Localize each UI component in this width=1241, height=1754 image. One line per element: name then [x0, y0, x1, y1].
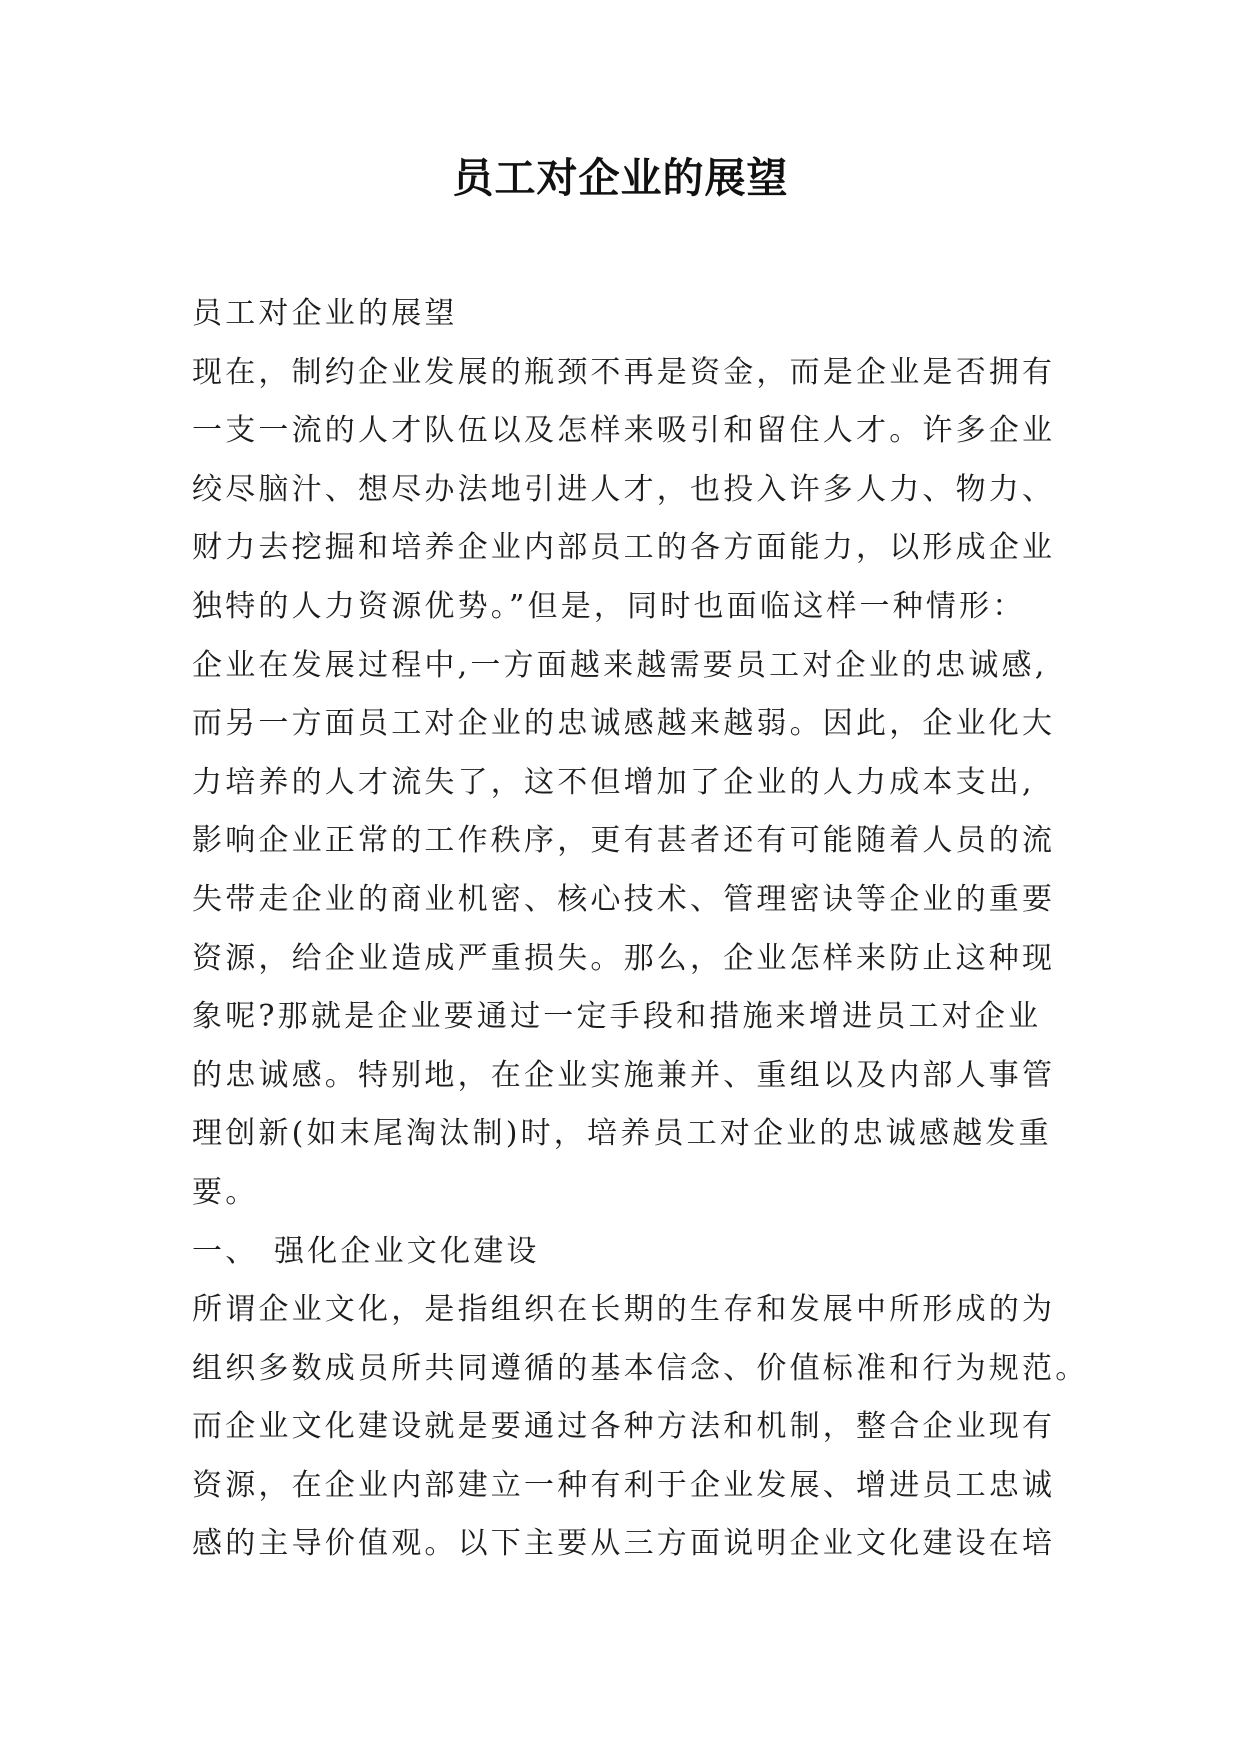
document-title: 员工对企业的展望 — [452, 154, 789, 202]
paragraph-line: 资源，在企业内部建立一种有利于企业发展、增进员工忠诚 — [192, 1467, 1056, 1503]
paragraph-line: 组织多数成员所共同遵循的基本信念、价值标准和行为规范。 — [192, 1350, 1089, 1386]
paragraph-line: 理创新(如末尾淘汰制)时，培养员工对企业的忠诚感越发重 — [192, 1116, 1052, 1152]
paragraph-line: 的忠诚感。特别地，在企业实施兼并、重组以及内部人事管 — [192, 1057, 1056, 1093]
paragraph-line: 要。 — [192, 1174, 259, 1210]
section-heading — [192, 1223, 1072, 1282]
paragraph-line: 而另一方面员工对企业的忠诚感越来越弱。因此，企业化大 — [192, 706, 1056, 742]
paragraph-line: 独特的人力资源优势。”但是，同时也面临这样一种情形： — [192, 588, 1026, 624]
paragraph-line: 员工对企业的展望 — [192, 296, 458, 331]
paragraph-line: 现在，制约企业发展的瓶颈不再是资金，而是企业是否拥有 — [192, 354, 1056, 390]
paragraph-line: 一支一流的人才队伍以及怎样来吸引和留住人才。许多企业 — [192, 413, 1056, 449]
section-heading-text: 强化企业文化建设 — [274, 1233, 540, 1269]
paragraph-line: 影响企业正常的工作秩序，更有甚者还有可能随着人员的流 — [192, 823, 1056, 859]
section-number: 一、 — [192, 1233, 259, 1269]
paragraph-line: 企业在发展过程中,一方面越来越需要员工对企业的忠诚感, — [192, 647, 1048, 683]
paragraph-line: 失带走企业的商业机密、核心技术、管理密诀等企业的重要 — [192, 881, 1056, 917]
paragraph-line: 财力去挖掘和培养企业内部员工的各方面能力，以形成企业 — [192, 530, 1056, 566]
document-body — [192, 285, 1089, 1574]
paragraph-line: 所谓企业文化，是指组织在长期的生存和发展中所形成的为 — [192, 1292, 1056, 1328]
paragraph-line: 资源，给企业造成严重损失。那么，企业怎样来防止这种现 — [192, 940, 1056, 976]
paragraph-line: 绞尽脑汁、想尽办法地引进人才，也投入许多人力、物力、 — [192, 471, 1056, 507]
paragraph-line: 力培养的人才流失了，这不但增加了企业的人力成本支出, — [192, 764, 1035, 800]
paragraph-line: 感的主导价值观。以下主要从三方面说明企业文化建设在培 — [192, 1526, 1056, 1562]
paragraph-line: 象呢?那就是企业要通过一定手段和措施来增进员工对企业 — [192, 999, 1042, 1035]
paragraph-line: 而企业文化建设就是要通过各种方法和机制，整合企业现有 — [192, 1409, 1056, 1445]
